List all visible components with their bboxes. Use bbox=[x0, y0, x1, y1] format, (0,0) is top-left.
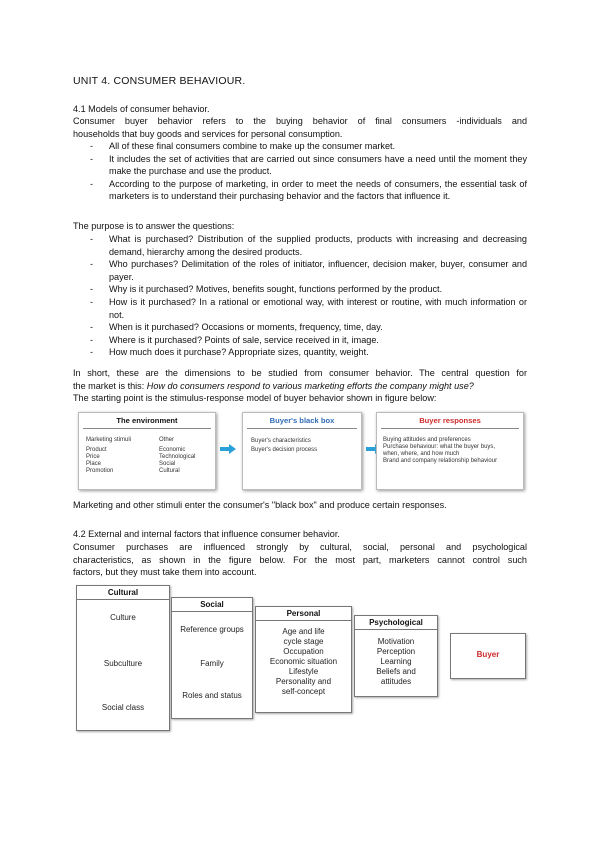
social-item: Roles and status bbox=[182, 691, 242, 700]
cultural-title: Cultural bbox=[107, 588, 139, 597]
stimulus-response-figure bbox=[76, 410, 526, 492]
psychological-item: Motivation bbox=[377, 637, 415, 646]
page-title: UNIT 4. CONSUMER BEHAVIOUR. bbox=[73, 75, 246, 87]
list-item: - Where is it purchased? Points of sale, service received in it, image. bbox=[90, 334, 527, 347]
stimulus-economic: Economic bbox=[159, 447, 186, 453]
personal-box bbox=[255, 606, 352, 713]
intro-line-2: households that buy goods and services for personal consumption. bbox=[73, 128, 343, 139]
response-brand: Brand and company relationship behaviour bbox=[383, 458, 498, 464]
psychological-title: Psychological bbox=[369, 618, 423, 627]
summary-line-1: In short, these are the dimensions to be studied from consumer behavior. The central question for bbox=[73, 368, 527, 378]
cultural-item: Culture bbox=[110, 613, 136, 622]
section-heading-4-2: 4.2 External and internal factors that influence consumer behavior. bbox=[73, 529, 340, 539]
questions-list bbox=[90, 233, 527, 359]
cultural-item: Subculture bbox=[103, 659, 143, 668]
intro-bullet-list bbox=[90, 140, 527, 203]
buyer-box bbox=[450, 633, 526, 679]
factors-line-3: factors, but they must take them into account. bbox=[73, 567, 257, 578]
list-item: - It includes the set of activities that are carried out since consumers have a need until the moment they make the purchase and use the product. bbox=[90, 153, 527, 178]
personal-item: Occupation bbox=[283, 647, 324, 656]
psychological-item: Perception bbox=[376, 647, 416, 656]
list-item: - All of these final consumers combine to make up the consumer market. bbox=[90, 140, 527, 153]
environment-box bbox=[78, 412, 216, 490]
psychological-item: Learning bbox=[380, 657, 412, 666]
personal-item: Economic situation bbox=[269, 657, 338, 666]
personal-item: Lifestyle bbox=[288, 667, 319, 676]
psychological-box bbox=[354, 615, 438, 697]
list-item: - How is it purchased? In a rational or emotional way, with interest or routine, with much information or not. bbox=[90, 296, 527, 321]
black-box-title: Buyer's black box bbox=[269, 416, 335, 425]
social-title: Social bbox=[200, 600, 224, 609]
figure-caption: Marketing and other stimuli enter the consumer's "black box" and produce certain responses. bbox=[73, 500, 447, 510]
stimulus-promotion: Promotion bbox=[86, 468, 114, 474]
marketing-stimuli-header: Marketing stimuli bbox=[86, 437, 132, 443]
factors-line-1: Consumer purchases are influenced strongly by cultural, social, personal and psychological bbox=[73, 542, 527, 552]
summary-line-2-prefix: the market is this: bbox=[73, 380, 147, 391]
social-item: Reference groups bbox=[180, 625, 244, 634]
personal-item: Personality and bbox=[275, 677, 332, 686]
list-item: - What is purchased? Distribution of the supplied products, products with increasing and decreasing demand, hierarchy among the desired products. bbox=[90, 233, 527, 258]
list-item: - How much does it purchase? Appropriate sizes, quantity, weight. bbox=[90, 346, 527, 359]
buyer-title: Buyer bbox=[476, 650, 500, 659]
factors-line-2: characteristics, as shown in the figure below. For the most part, marketers cannot control such bbox=[73, 554, 527, 565]
stimulus-place: Place bbox=[86, 461, 102, 467]
responses-title: Buyer responses bbox=[419, 416, 481, 425]
buyer-decision-process: Buyer's decision process bbox=[251, 447, 318, 453]
arrow-right-icon bbox=[220, 444, 236, 454]
personal-item: self-concept bbox=[281, 687, 326, 696]
buyer-characteristics: Buyer's characteristics bbox=[251, 438, 311, 444]
response-purchase: Purchase behaviour: what the buyer buys, bbox=[383, 444, 496, 450]
section-heading-4-1: 4.1 Models of consumer behavior. bbox=[73, 104, 210, 114]
summary-paragraph bbox=[73, 367, 527, 405]
responses-box bbox=[376, 412, 524, 490]
purpose-intro: The purpose is to answer the questions: bbox=[73, 221, 235, 231]
stimulus-price: Price bbox=[86, 454, 100, 460]
intro-paragraph bbox=[73, 115, 527, 140]
list-item: - Why is it purchased? Motives, benefits sought, functions performed by the product. bbox=[90, 283, 527, 296]
social-box bbox=[171, 597, 253, 719]
personal-item: Age and life bbox=[282, 627, 325, 636]
stimulus-product: Product bbox=[86, 447, 107, 453]
cultural-box bbox=[76, 585, 170, 731]
factors-paragraph bbox=[73, 541, 527, 579]
psychological-item: attitudes bbox=[380, 677, 412, 686]
black-box bbox=[242, 412, 362, 490]
environment-title: The environment bbox=[116, 416, 178, 425]
summary-line-2 bbox=[73, 380, 527, 393]
list-item: - Who purchases? Delimitation of the roles of initiator, influencer, decision maker, buyer, consumer and payer. bbox=[90, 258, 527, 283]
factors-figure bbox=[76, 585, 526, 733]
social-item: Family bbox=[200, 659, 224, 668]
response-when: when, where, and how much bbox=[383, 451, 460, 457]
personal-title: Personal bbox=[286, 609, 321, 618]
central-question: How do consumers respond to various marketing efforts the company might use? bbox=[146, 380, 474, 391]
stimulus-technological: Technological bbox=[159, 454, 196, 460]
summary-line-3: The starting point is the stimulus-response model of buyer behavior shown in figure below: bbox=[73, 393, 437, 404]
cultural-item: Social class bbox=[101, 703, 145, 712]
stimulus-social: Social bbox=[159, 461, 176, 467]
psychological-item: Beliefs and bbox=[376, 667, 416, 676]
intro-line-1: Consumer buyer behavior refers to the buying behavior of final consumers -individuals and bbox=[73, 116, 527, 126]
list-item: - When is it purchased? Occasions or moments, frequency, time, day. bbox=[90, 321, 527, 334]
other-header: Other bbox=[159, 437, 175, 443]
stimulus-cultural: Cultural bbox=[159, 468, 180, 474]
personal-item: cycle stage bbox=[283, 637, 324, 646]
response-attitudes: Buying attitudes and preferences bbox=[383, 437, 471, 443]
list-item: - According to the purpose of marketing, in order to meet the needs of consumers, the essential task of marketers is to understand their purchasing behavior and the factors that influence it. bbox=[90, 178, 527, 203]
